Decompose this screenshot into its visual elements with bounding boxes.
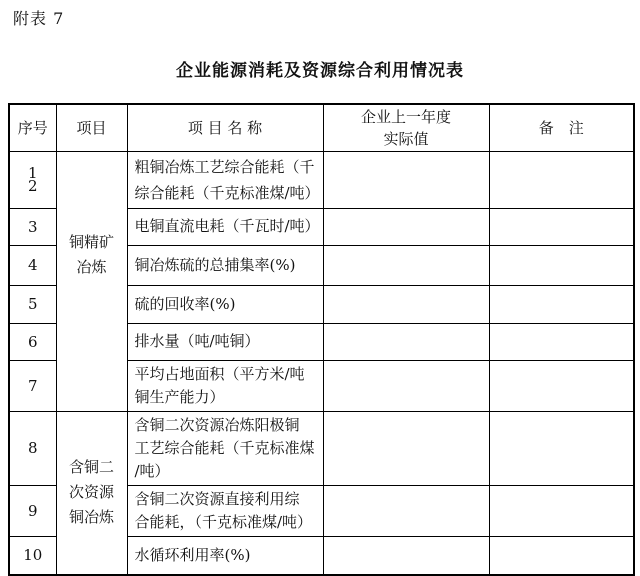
energy-resource-utilization-table xyxy=(8,103,635,576)
indicator-name: 含铜二次资源直接利用综 合能耗，（千克标准煤/吨） xyxy=(127,485,323,536)
remark-cell xyxy=(489,245,634,285)
col-header-actual-value: 企业上一年度 实际值 xyxy=(323,104,489,151)
appendix-label: 附表 7 xyxy=(13,9,65,28)
col-header-item: 项目 xyxy=(56,104,127,151)
actual-value-cell xyxy=(323,151,489,208)
row-number: 4 xyxy=(9,245,56,285)
actual-value-cell xyxy=(323,485,489,536)
row-number: 7 xyxy=(9,360,56,411)
actual-value-cell xyxy=(323,285,489,323)
indicator-name: 含铜二次资源冶炼阳极铜 工艺综合能耗（千克标准煤 /吨） xyxy=(127,411,323,485)
actual-value-cell xyxy=(323,411,489,485)
row-number: 1 2 xyxy=(9,151,56,208)
actual-value-cell xyxy=(323,323,489,360)
category-label: 含铜二 次资源 铜冶炼 xyxy=(68,458,114,527)
remark-cell xyxy=(489,411,634,485)
remark-cell xyxy=(489,208,634,245)
indicator-name: 铜冶炼硫的总捕集率(%) xyxy=(127,245,323,285)
col-header-item-name: 项 目 名 称 xyxy=(127,104,323,151)
row-number: 10 xyxy=(9,536,56,575)
indicator-name: 排水量（吨/吨铜） xyxy=(127,323,323,360)
category-copper-concentrate-smelting xyxy=(56,151,127,411)
remark-cell xyxy=(489,151,634,208)
remark-cell xyxy=(489,536,634,575)
header-row xyxy=(9,104,634,151)
actual-value-cell xyxy=(323,360,489,411)
remark-cell xyxy=(489,285,634,323)
remark-cell xyxy=(489,323,634,360)
col-header-remark: 备 注 xyxy=(489,104,634,151)
indicator-name: 粗铜冶炼工艺综合能耗（千 综合能耗（千克标准煤/吨） xyxy=(127,151,323,208)
indicator-name: 硫的回收率(%) xyxy=(127,285,323,323)
actual-value-cell xyxy=(323,245,489,285)
indicator-name: 平均占地面积（平方米/吨 铜生产能力） xyxy=(127,360,323,411)
page-title: 企业能源消耗及资源综合利用情况表 xyxy=(176,61,464,81)
indicator-name: 电铜直流电耗（千瓦时/吨） xyxy=(127,208,323,245)
row-number: 5 xyxy=(9,285,56,323)
row-number: 9 xyxy=(9,485,56,536)
col-header-seq: 序号 xyxy=(9,104,56,151)
actual-value-cell xyxy=(323,208,489,245)
remark-cell xyxy=(489,360,634,411)
table-row xyxy=(9,151,634,208)
category-copper-secondary-resource-smelting xyxy=(56,411,127,575)
indicator-name: 水循环利用率(%) xyxy=(127,536,323,575)
table-row xyxy=(9,411,634,485)
actual-value-cell xyxy=(323,536,489,575)
remark-cell xyxy=(489,485,634,536)
row-number: 6 xyxy=(9,323,56,360)
category-label: 铜精矿 冶炼 xyxy=(68,233,114,276)
row-number: 8 xyxy=(9,411,56,485)
row-number: 3 xyxy=(9,208,56,245)
